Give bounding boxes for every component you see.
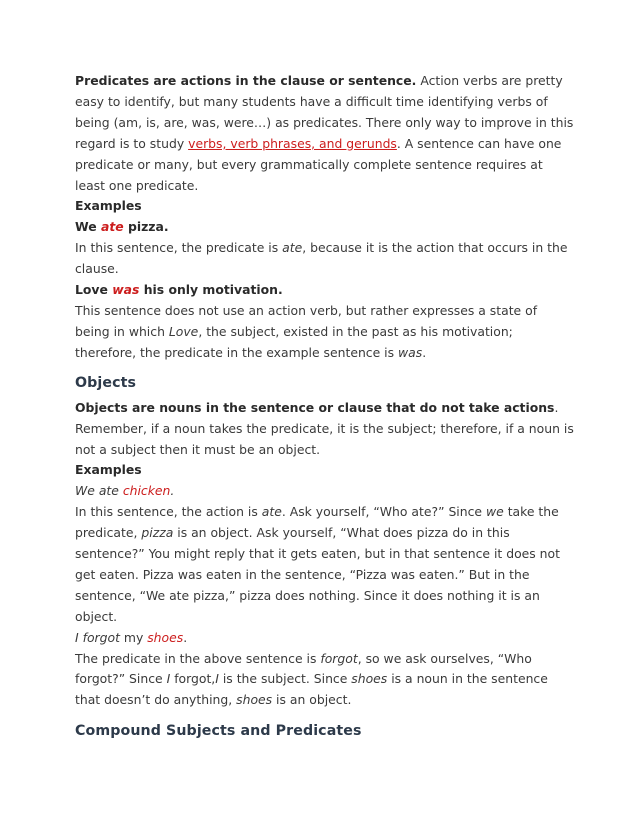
objects-intro-paragraph: Remember, if a noun takes the predicate, it is the subject; therefore, if a noun is not a subject then it must be an object. bbox=[75, 420, 574, 457]
predicates-lead: Predicates are actions in the clause or sentence. bbox=[75, 73, 417, 88]
examples-label-text: Examples bbox=[75, 462, 142, 478]
explanation-text: take the predicate, bbox=[75, 504, 559, 541]
object-explanation-1 bbox=[75, 502, 575, 627]
objects-heading: Objects bbox=[75, 374, 137, 391]
explanation-text: , the subject, existed in the past as his motivation; therefore, the predicate in the example sentence is bbox=[75, 323, 513, 360]
predicates-intro-paragraph bbox=[75, 71, 575, 196]
explanation-text: In this sentence, the action is bbox=[75, 504, 262, 520]
predicates-section bbox=[75, 71, 575, 364]
explanation-text: is an object. bbox=[272, 692, 352, 708]
explanation-word: ate bbox=[261, 504, 282, 520]
explanation-word: was bbox=[398, 344, 423, 360]
objects-lead-end: . bbox=[554, 399, 559, 415]
example-text: pizza. bbox=[123, 219, 169, 235]
example-object: chicken bbox=[122, 483, 171, 499]
explanation-text: . bbox=[422, 344, 427, 360]
explanation-word: Love bbox=[168, 323, 199, 339]
compound-heading: Compound Subjects and Predicates bbox=[75, 723, 362, 740]
objects-examples-label bbox=[75, 460, 575, 481]
predicate-explanation-2 bbox=[75, 301, 575, 364]
example-text: . bbox=[170, 483, 175, 499]
predicate-explanation-1 bbox=[75, 238, 575, 280]
objects-lead: Objects are nouns in the sentence or clause that do not take actions bbox=[75, 399, 555, 415]
explanation-text: forgot, bbox=[170, 671, 216, 687]
explanation-text: . Ask yourself, “Who ate?” Since bbox=[281, 504, 486, 520]
predicates-examples-label bbox=[75, 196, 575, 217]
explanation-word: we bbox=[485, 504, 504, 520]
verbs-link[interactable]: verbs, verb phrases, and gerunds bbox=[188, 135, 397, 151]
explanation-word: I bbox=[215, 671, 219, 687]
explanation-word: shoes bbox=[351, 671, 388, 687]
example-text: I forgot bbox=[75, 629, 120, 645]
explanation-word: pizza bbox=[141, 525, 174, 541]
example-text: . bbox=[183, 629, 188, 645]
example-text: We ate bbox=[75, 483, 123, 499]
examples-label-text: Examples bbox=[75, 198, 142, 214]
explanation-text: , because it is the action that occurs in the clause. bbox=[75, 240, 568, 277]
explanation-word: forgot bbox=[320, 650, 358, 666]
predicate-example-1 bbox=[75, 217, 575, 238]
predicate-example-2 bbox=[75, 280, 575, 301]
object-explanation-2 bbox=[75, 649, 575, 712]
explanation-text: is an object. Ask yourself, “What does pizza do in this sentence?” You might reply that it gets eaten, but in that sentence it does not get eaten. Pizza was eaten in the sentence, “Pizza was eaten.” But in the sentence, “We ate pizza,” pizza does nothing. Since it does nothing it is an object. bbox=[75, 525, 560, 624]
example-text: We bbox=[75, 219, 101, 235]
example-text: my bbox=[119, 629, 148, 645]
objects-section bbox=[75, 398, 575, 712]
predicates-intro-text-2: . A sentence can have one predicate or many, but every grammatically complete sentence requires at least one predicate. bbox=[75, 135, 562, 193]
example-text: Love bbox=[75, 282, 113, 298]
object-example-1 bbox=[75, 481, 575, 502]
explanation-text: This sentence does not use an action verb, but rather expresses a state of being in which bbox=[75, 302, 538, 339]
example-text: his only motivation. bbox=[139, 282, 283, 298]
predicates-intro-text: Action verbs are pretty easy to identify, but many students have a difficult time identifying verbs of being (am, is, are, was, were…) as predicates. There only way to improve in this regard is to study bbox=[75, 73, 574, 151]
explanation-text: , so we ask ourselves, “Who forgot?” Since bbox=[75, 650, 532, 687]
object-example-2 bbox=[75, 628, 575, 649]
document-body bbox=[75, 71, 575, 742]
explanation-word: I bbox=[166, 671, 171, 687]
objects-lead-paragraph bbox=[75, 398, 575, 419]
example-object: shoes bbox=[147, 629, 184, 645]
explanation-word: ate bbox=[282, 240, 303, 256]
explanation-text: The predicate in the above sentence is bbox=[75, 650, 321, 666]
explanation-text: is a noun in the sentence that doesn’t do anything, bbox=[75, 671, 548, 708]
explanation-word: shoes bbox=[236, 692, 273, 708]
explanation-text: is the subject. Since bbox=[218, 671, 352, 687]
example-verb: ate bbox=[100, 219, 124, 235]
example-verb: was bbox=[112, 282, 140, 298]
explanation-text: In this sentence, the predicate is bbox=[75, 240, 283, 256]
